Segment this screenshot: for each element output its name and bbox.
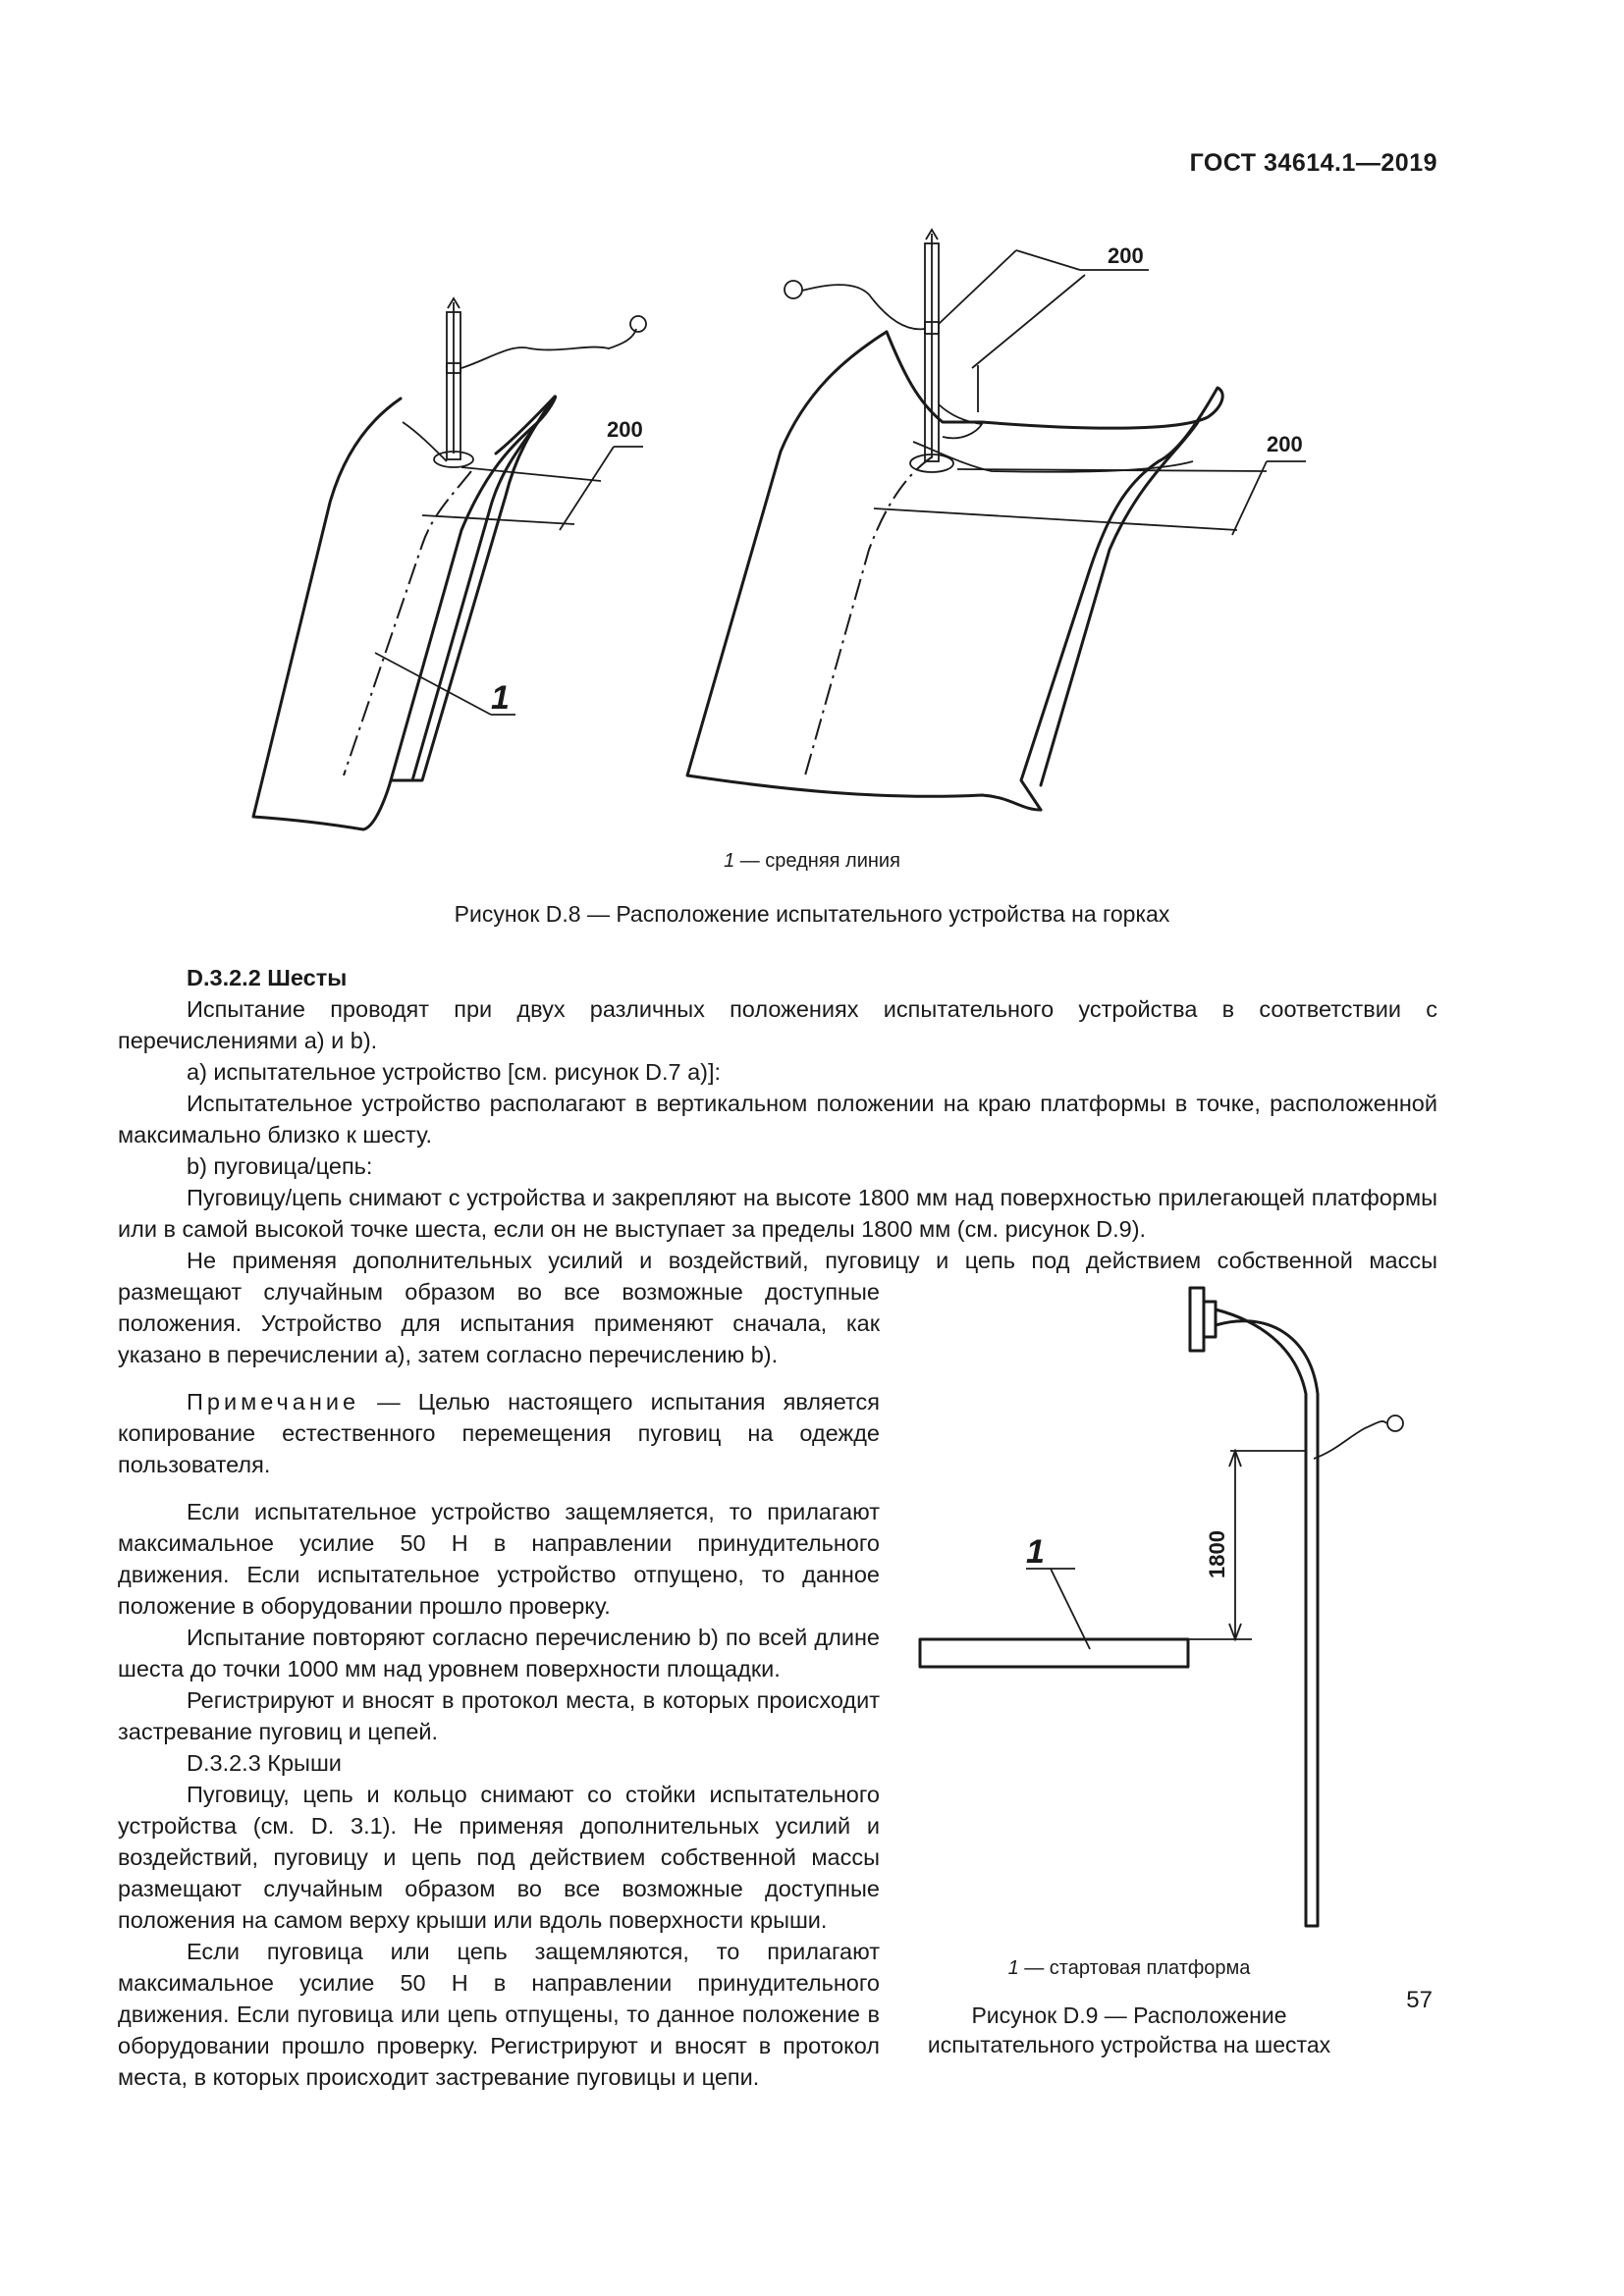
paragraph: Не применяя дополнительных усилий и воздействий, пуговицу и цепь под действием собственной массы [187, 1248, 1437, 1273]
figure-d8-dim-left: 200 [607, 417, 643, 442]
pole [1216, 1309, 1318, 1926]
figure-d8-dim-right-top: 200 [1108, 243, 1144, 268]
paragraph: Испытание повторяют согласно перечислению b) по всей длине шеста до точки 1000 мм над уровнем поверхности площадки. [118, 1625, 880, 1682]
chain-ring [1387, 1415, 1403, 1431]
paragraph: Регистрируют и вносят в протокол места, в которых происходит застревание пуговиц и цепей. [118, 1687, 880, 1744]
figure-d8-legend-text: — средняя линия [734, 850, 900, 872]
figure-d9-legend [913, 1957, 1345, 1980]
figure-d8-caption: Рисунок D.8 — Расположение испытательного устройства на горках [454, 901, 1170, 927]
paragraph: Если пуговица или цепь защемляются, то прилагают максимальное усилие 50 Н в направлении принудительного движения. Если пуговица или цепь отпущены, то данное положение в оборудовании прошло проверку. Регистрируют и вносят в протокол места, в которых происходит застревание пуговицы и цепи. [118, 1939, 880, 2090]
paragraph: b) пуговица/цепь: [187, 1153, 373, 1179]
figure-d9-caption [913, 2001, 1345, 2059]
paragraph: размещают случайным образом во все возможные доступные положения. Устройство для испытания применяют сначала, как указано в перечислении a), затем согласно перечислению b). [118, 1279, 880, 1367]
start-platform [920, 1639, 1188, 1667]
paragraph: a) испытательное устройство [см. рисунок D.7 a)]: [187, 1059, 722, 1085]
wall-mount [1190, 1288, 1204, 1351]
figure-d9-caption-line2: испытательного устройства на шестах [927, 2032, 1331, 2057]
note-label: Примечание [187, 1389, 360, 1415]
paragraph: Если испытательное устройство защемляется, то прилагают максимальное усилие 50 Н в направлении принудительного движения. Если испытательное устройство отпущено, то данное положение в оборудовании прошло проверку. [118, 1499, 880, 1619]
figure-d9-caption-line1: Рисунок D.9 — Расположение [971, 2002, 1287, 2028]
figure-d9-legend-num: 1 [1007, 1957, 1019, 1979]
page-number: 57 [1406, 1987, 1433, 2013]
figure-d8-dim-right-side: 200 [1267, 432, 1303, 456]
section-d322-heading: D.3.2.2 Шесты [187, 965, 348, 990]
figure-d9-dim: 1800 [1205, 1530, 1229, 1578]
paragraph: Пуговицу, цепь и кольцо снимают со стойки испытательного устройства (см. D. 3.1). Не применяя дополнительных усилий и воздействий, пуговицу и цепь под действием собственной массы размещают случайным образом во все возможные доступные положения на самом верху крыши или вдоль поверхности крыши. [118, 1782, 880, 1933]
figure-d9-legend-text: — стартовая платформа [1018, 1957, 1251, 1979]
section-d323-heading: D.3.2.3 Крыши [187, 1750, 342, 1776]
paragraph: Пуговицу/цепь снимают с устройства и закрепляют на высоте 1800 мм над поверхностью прилегающей платформы или в самой высокой точке шеста, если он не выступает за пределы 1800 мм (см. рисунок D.9). [118, 1185, 1437, 1242]
figure-d8-legend-num: 1 [724, 850, 735, 872]
paragraph: Испытательное устройство располагают в вертикальном положении на краю платформы в точке, расположенной максимально близко к шесту. [118, 1091, 1437, 1148]
figure-d9-callout: 1 [1026, 1533, 1045, 1571]
paragraph: Испытание проводят при двух различных положениях испытательного устройства в соответствии с перечислениями a) и b). [118, 996, 1437, 1053]
document-header: ГОСТ 34614.1—2019 [1189, 149, 1437, 177]
note-text: — Целью настоящего испытания является копирование естественного перемещения пуговиц на одежде пользователя. [118, 1389, 880, 1477]
figure-d8-callout: 1 [491, 679, 510, 717]
